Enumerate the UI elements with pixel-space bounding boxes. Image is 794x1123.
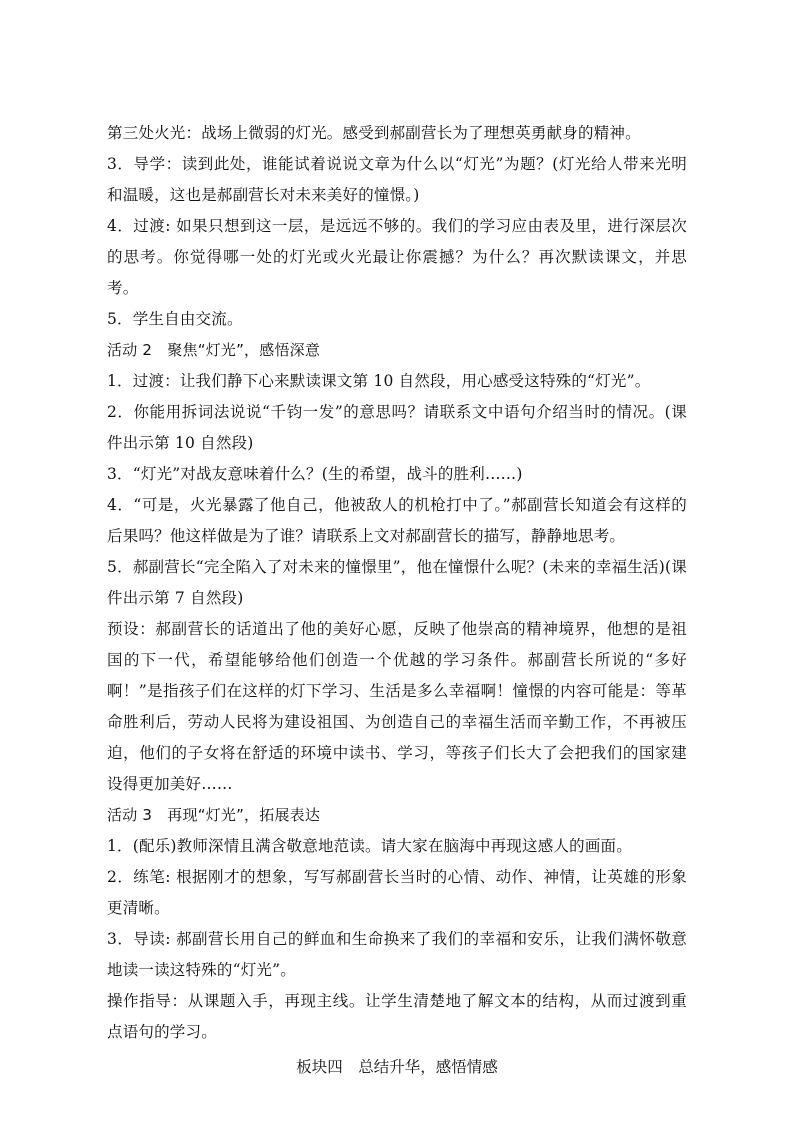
document-body — [107, 118, 687, 1083]
paragraph-third-fire: 第三处火光：战场上微弱的灯光。感受到郝副营长为了理想英勇献身的精神。 — [107, 124, 641, 142]
paragraph-activity3-1: 1．(配乐)教师深情且满含敬意地范读。请大家在脑海中再现这感人的画面。 — [107, 837, 632, 855]
paragraph-activity2-5: 5．郝副营长“完全陷入了对未来的憧憬里”，他在憧憬什么呢？(未来的幸福生活)(课件出示第 7 自然段) — [107, 558, 687, 607]
section-title: 板块四 总结升华，感悟情感 — [296, 1058, 498, 1076]
paragraph-operation-guide: 操作指导：从课题入手，再现主线。让学生清楚地了解文本的结构，从而过渡到重点语句的学习。 — [107, 992, 687, 1041]
paragraph-student-exchange: 5．学生自由交流。 — [107, 310, 243, 328]
paragraph-activity2-4: 4．“可是，火光暴露了他自己，他被敌人的机枪打中了。”郝副营长知道会有这样的后果吗？他这样做是为了谁？请联系上文对郝副营长的描写，静静地思考。 — [107, 496, 687, 545]
paragraph-transition: 4．过渡: 如果只想到这一层，是远远不够的。我们的学习应由表及里，进行深层次的思考。你觉得哪一处的灯光或火光最让你震撼？为什么？再次默读课文，并思考。 — [107, 217, 687, 297]
paragraph-guide-study: 3．导学：读到此处，谁能试着说说文章为什么以“灯光”为题？(灯光给人带来光明和温暖，这也是郝副营长对未来美好的憧憬。) — [107, 155, 687, 204]
paragraph-activity3-2: 2．练笔: 根据刚才的想象，写写郝副营长当时的心情、动作、神情，让英雄的形象更清晰。 — [107, 868, 687, 917]
activity-2-heading: 活动 2 聚焦“灯光”，感悟深意 — [107, 341, 321, 359]
paragraph-activity2-1: 1．过渡：让我们静下心来默读课文第 10 自然段，用心感受这特殊的“灯光”。 — [107, 372, 651, 390]
paragraph-activity2-3: 3．“灯光”对战友意味着什么？(生的希望，战斗的胜利……) — [107, 465, 523, 483]
paragraph-preset: 预设：郝副营长的话道出了他的美好心愿，反映了他崇高的精神境界，他想的是祖国的下一代，希望能够给他们创造一个优越的学习条件。郝副营长所说的“多好啊！”是指孩子们在这样的灯下学习、生活是多么幸福啊！憧憬的内容可能是：等革命胜利后，劳动人民将为建设祖国、为创造自己的幸福生活而辛勤工作，不再被压迫，他们的子女将在舒适的环境中读书、学习，等孩子们长大了会把我们的国家建设得更加美好…… — [107, 620, 687, 793]
activity-3-heading: 活动 3 再现“灯光”，拓展表达 — [107, 806, 321, 824]
paragraph-activity2-2: 2．你能用拆词法说说“千钧一发”的意思吗？请联系文中语句介绍当时的情况。(课件出示第 10 自然段) — [107, 403, 687, 452]
paragraph-activity3-3: 3．导读: 郝副营长用自己的鲜血和生命换来了我们的幸福和安乐，让我们满怀敬意地读一读这特殊的“灯光”。 — [107, 930, 687, 979]
